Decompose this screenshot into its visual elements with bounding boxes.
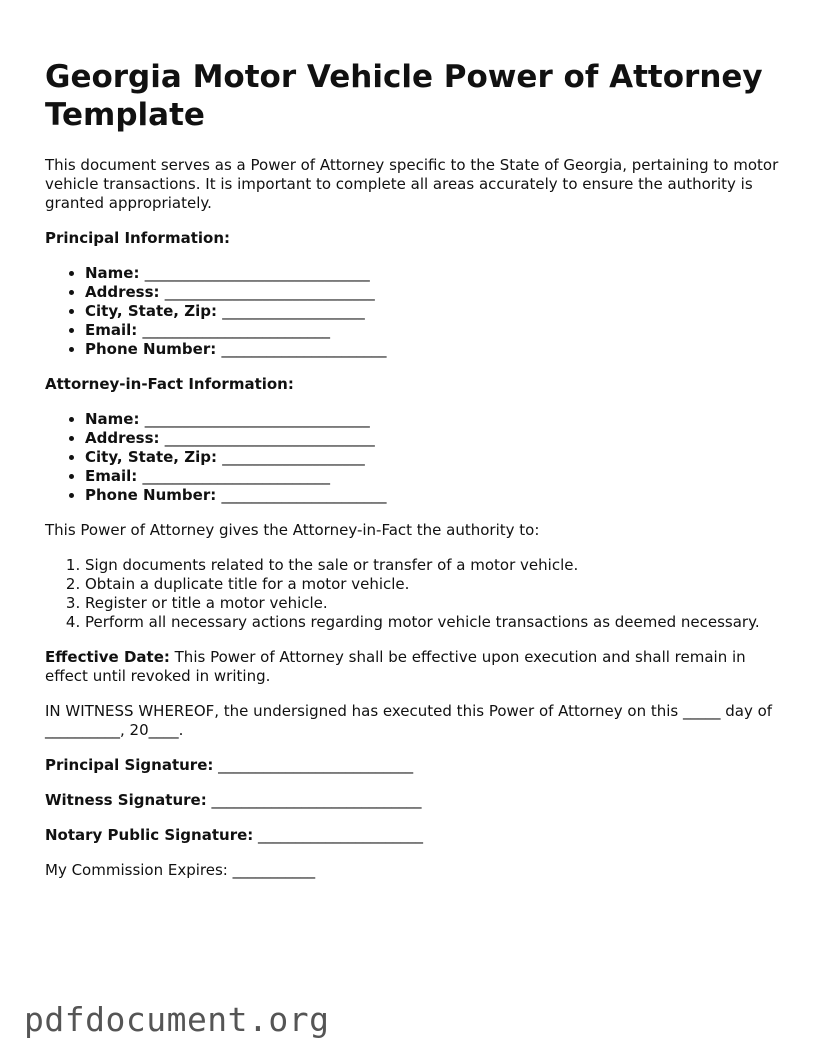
commission-expires-line [45,861,785,880]
watermark-logo: pdfdocument.org [24,1000,330,1039]
attorney-heading: Attorney-in-Fact Information: [45,375,294,393]
field-label: Email: [85,321,138,339]
field-blank: ____________________________ [164,283,375,301]
signature-blank: ______________________ [258,826,424,844]
field-blank: ____________________________ [164,429,375,447]
field-label: Address: [85,429,160,447]
principal-heading: Principal Information: [45,229,231,247]
principal-address-field [85,283,785,302]
effective-date-text: This Power of Attorney shall be effective upon execution and shall remain in effect until revoked in writing. [45,648,746,685]
field-label: Phone Number: [85,486,217,504]
authority-item: 3. Register or title a motor vehicle. [85,594,785,613]
field-label: Email: [85,467,138,485]
attorney-name-field [85,410,785,429]
field-blank: ______________________ [221,486,387,504]
field-label: Address: [85,283,160,301]
effective-date-paragraph [45,648,785,686]
intro-paragraph: This document serves as a Power of Attorney specific to the State of Georgia, pertaining to motor vehicle transactions. It is important to complete all areas accurately to ensure the authority is granted appropriately. [45,156,779,212]
field-label: Name: [85,264,140,282]
document-body [45,156,785,896]
principal-city-state-zip-field [85,302,785,321]
signature-label: Notary Public Signature: [45,826,254,844]
commission-label: My Commission Expires: [45,861,228,879]
authority-item: 2. Obtain a duplicate title for a motor vehicle. [85,575,785,594]
principal-fields-list [45,264,785,359]
field-label: Phone Number: [85,340,217,358]
authority-intro: This Power of Attorney gives the Attorney-in-Fact the authority to: [45,521,540,539]
field-label: City, State, Zip: [85,302,217,320]
document-title: Georgia Motor Vehicle Power of Attorney Template [45,59,763,133]
attorney-fields-list [45,410,785,505]
notary-signature-line [45,826,785,845]
witness-statement: IN WITNESS WHEREOF, the undersigned has executed this Power of Attorney on this _____ day of __________, 20____. [45,702,773,739]
principal-name-field [85,264,785,283]
field-blank: _________________________ [142,321,331,339]
attorney-email-field [85,467,785,486]
signature-label: Witness Signature: [45,791,207,809]
authority-item: 4. Perform all necessary actions regarding motor vehicle transactions as deemed necessary. [85,613,785,632]
principal-email-field [85,321,785,340]
signature-blank: __________________________ [218,756,414,774]
principal-signature-line [45,756,785,775]
witness-signature-line [45,791,785,810]
field-blank: ___________________ [222,302,365,320]
authority-item: 1. Sign documents related to the sale or transfer of a motor vehicle. [85,556,785,575]
effective-date-label: Effective Date: [45,648,170,666]
commission-blank: ___________ [232,861,316,879]
field-label: City, State, Zip: [85,448,217,466]
field-blank: _________________________ [142,467,331,485]
field-blank: ______________________________ [144,264,370,282]
attorney-city-state-zip-field [85,448,785,467]
principal-phone-field [85,340,785,359]
signature-label: Principal Signature: [45,756,214,774]
attorney-phone-field [85,486,785,505]
authorities-list [45,556,785,632]
field-blank: ______________________ [221,340,387,358]
signature-blank: ____________________________ [211,791,422,809]
field-blank: ______________________________ [144,410,370,428]
attorney-address-field [85,429,785,448]
field-label: Name: [85,410,140,428]
field-blank: ___________________ [222,448,365,466]
